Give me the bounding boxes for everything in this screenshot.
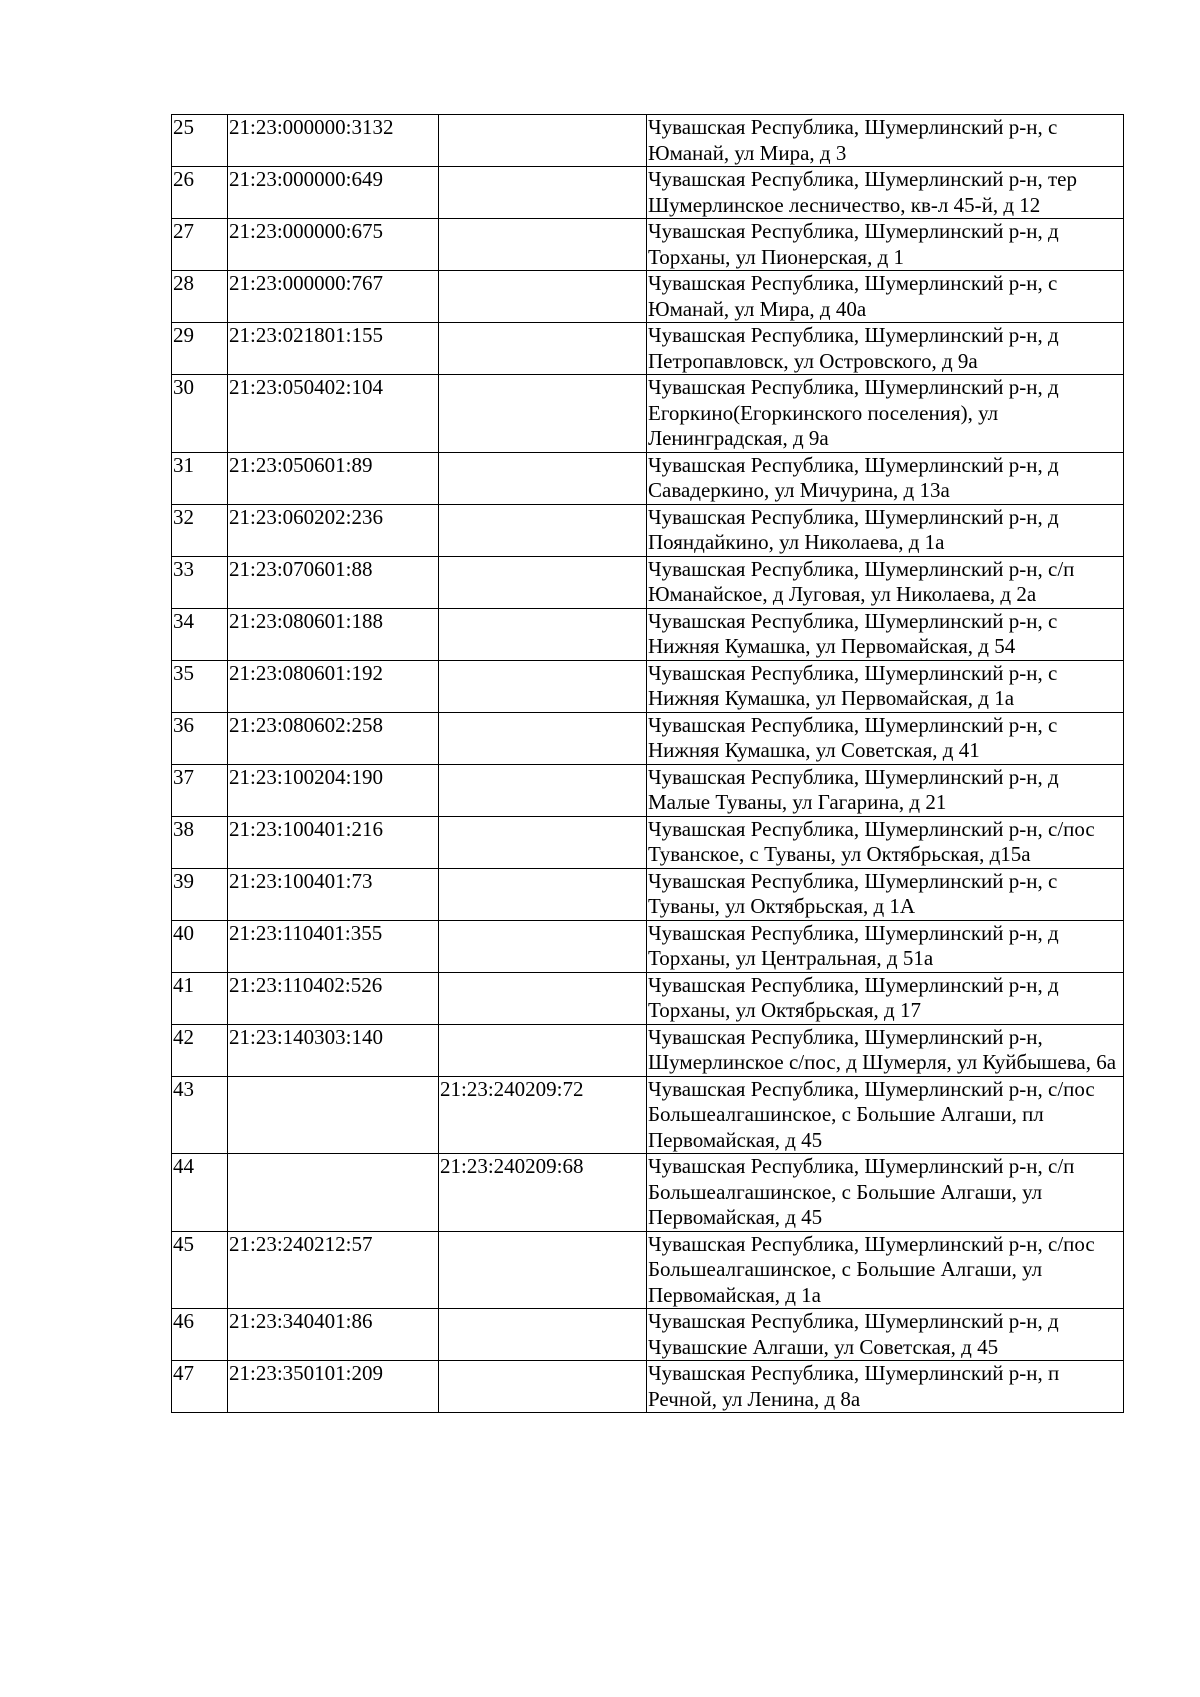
parent-cadastral-number	[439, 608, 647, 660]
cadastral-number: 21:23:080601:192	[228, 660, 439, 712]
table-row	[172, 1076, 1124, 1154]
address: Чувашская Республика, Шумерлинский р-н, с Нижняя Кумашка, ул Советская, д 41	[647, 712, 1124, 764]
cadastral-number	[228, 1076, 439, 1154]
cadastral-number: 21:23:140303:140	[228, 1024, 439, 1076]
address: Чувашская Республика, Шумерлинский р-н, с/пос Большеалгашинское, с Большие Алгаши, ул Первомайская, д 1а	[647, 1231, 1124, 1309]
address: Чувашская Республика, Шумерлинский р-н, с Юманай, ул Мира, д 40а	[647, 271, 1124, 323]
address: Чувашская Республика, Шумерлинский р-н, с/п Большеалгашинское, с Большие Алгаши, ул Первомайская, д 45	[647, 1154, 1124, 1232]
table-row	[172, 115, 1124, 167]
table-row	[172, 1309, 1124, 1361]
cadastral-number: 21:23:350101:209	[228, 1361, 439, 1413]
address: Чувашская Республика, Шумерлинский р-н, д Савадеркино, ул Мичурина, д 13а	[647, 452, 1124, 504]
parent-cadastral-number	[439, 1024, 647, 1076]
address: Чувашская Республика, Шумерлинский р-н, д Чувашские Алгаши, ул Советская, д 45	[647, 1309, 1124, 1361]
row-number: 26	[172, 167, 228, 219]
row-number: 29	[172, 323, 228, 375]
cadastral-number: 21:23:110401:355	[228, 920, 439, 972]
table-row	[172, 868, 1124, 920]
cadastral-number: 21:23:110402:526	[228, 972, 439, 1024]
parent-cadastral-number	[439, 868, 647, 920]
parent-cadastral-number	[439, 712, 647, 764]
table-row	[172, 712, 1124, 764]
row-number: 39	[172, 868, 228, 920]
parent-cadastral-number	[439, 556, 647, 608]
cadastral-number: 21:23:080602:258	[228, 712, 439, 764]
row-number: 35	[172, 660, 228, 712]
table-row	[172, 816, 1124, 868]
row-number: 47	[172, 1361, 228, 1413]
parent-cadastral-number	[439, 504, 647, 556]
parent-cadastral-number	[439, 323, 647, 375]
table-row	[172, 504, 1124, 556]
parent-cadastral-number	[439, 816, 647, 868]
parent-cadastral-number	[439, 764, 647, 816]
row-number: 38	[172, 816, 228, 868]
parent-cadastral-number	[439, 452, 647, 504]
row-number: 44	[172, 1154, 228, 1232]
parent-cadastral-number	[439, 972, 647, 1024]
row-number: 40	[172, 920, 228, 972]
row-number: 31	[172, 452, 228, 504]
row-number: 42	[172, 1024, 228, 1076]
table-row	[172, 556, 1124, 608]
cadastral-number: 21:23:050601:89	[228, 452, 439, 504]
table-row	[172, 452, 1124, 504]
table-row	[172, 1024, 1124, 1076]
cadastral-number: 21:23:060202:236	[228, 504, 439, 556]
cadastral-number: 21:23:100204:190	[228, 764, 439, 816]
address: Чувашская Республика, Шумерлинский р-н, с Туваны, ул Октябрьская, д 1А	[647, 868, 1124, 920]
row-number: 27	[172, 219, 228, 271]
cadastral-number: 21:23:050402:104	[228, 375, 439, 453]
address: Чувашская Республика, Шумерлинский р-н, с Юманай, ул Мира, д 3	[647, 115, 1124, 167]
cadastral-number: 21:23:021801:155	[228, 323, 439, 375]
property-registry-table	[171, 114, 1124, 1413]
table-row	[172, 219, 1124, 271]
cadastral-number: 21:23:340401:86	[228, 1309, 439, 1361]
parent-cadastral-number	[439, 1309, 647, 1361]
cadastral-number: 21:23:000000:675	[228, 219, 439, 271]
table-row	[172, 660, 1124, 712]
cadastral-number: 21:23:070601:88	[228, 556, 439, 608]
table-row	[172, 1154, 1124, 1232]
parent-cadastral-number	[439, 271, 647, 323]
address: Чувашская Республика, Шумерлинский р-н, д Пояндайкино, ул Николаева, д 1а	[647, 504, 1124, 556]
row-number: 32	[172, 504, 228, 556]
row-number: 30	[172, 375, 228, 453]
table-row	[172, 375, 1124, 453]
table-row	[172, 920, 1124, 972]
table-row	[172, 608, 1124, 660]
address: Чувашская Республика, Шумерлинский р-н, с/пос Туванское, с Туваны, ул Октябрьская, д15а	[647, 816, 1124, 868]
table-row	[172, 1231, 1124, 1309]
cadastral-number: 21:23:240212:57	[228, 1231, 439, 1309]
row-number: 33	[172, 556, 228, 608]
row-number: 46	[172, 1309, 228, 1361]
parent-cadastral-number	[439, 920, 647, 972]
cadastral-number: 21:23:000000:767	[228, 271, 439, 323]
cadastral-number	[228, 1154, 439, 1232]
address: Чувашская Республика, Шумерлинский р-н, д Торханы, ул Центральная, д 51а	[647, 920, 1124, 972]
address: Чувашская Республика, Шумерлинский р-н, д Торханы, ул Пионерская, д 1	[647, 219, 1124, 271]
address: Чувашская Республика, Шумерлинский р-н, д Малые Туваны, ул Гагарина, д 21	[647, 764, 1124, 816]
row-number: 37	[172, 764, 228, 816]
cadastral-number: 21:23:100401:216	[228, 816, 439, 868]
parent-cadastral-number	[439, 219, 647, 271]
cadastral-number: 21:23:000000:649	[228, 167, 439, 219]
table-body	[172, 115, 1124, 1413]
address: Чувашская Республика, Шумерлинский р-н, с Нижняя Кумашка, ул Первомайская, д 54	[647, 608, 1124, 660]
cadastral-number: 21:23:080601:188	[228, 608, 439, 660]
table-row	[172, 1361, 1124, 1413]
parent-cadastral-number: 21:23:240209:72	[439, 1076, 647, 1154]
address: Чувашская Республика, Шумерлинский р-н, с/п Юманайское, д Луговая, ул Николаева, д 2а	[647, 556, 1124, 608]
address: Чувашская Республика, Шумерлинский р-н, д Петропавловск, ул Островского, д 9а	[647, 323, 1124, 375]
row-number: 28	[172, 271, 228, 323]
row-number: 43	[172, 1076, 228, 1154]
row-number: 36	[172, 712, 228, 764]
row-number: 41	[172, 972, 228, 1024]
address: Чувашская Республика, Шумерлинский р-н, п Речной, ул Ленина, д 8а	[647, 1361, 1124, 1413]
parent-cadastral-number	[439, 660, 647, 712]
row-number: 34	[172, 608, 228, 660]
cadastral-number: 21:23:000000:3132	[228, 115, 439, 167]
table-row	[172, 764, 1124, 816]
address: Чувашская Республика, Шумерлинский р-н, с Нижняя Кумашка, ул Первомайская, д 1а	[647, 660, 1124, 712]
parent-cadastral-number	[439, 375, 647, 453]
cadastral-number: 21:23:100401:73	[228, 868, 439, 920]
parent-cadastral-number: 21:23:240209:68	[439, 1154, 647, 1232]
row-number: 25	[172, 115, 228, 167]
table-row	[172, 323, 1124, 375]
table-row	[172, 167, 1124, 219]
row-number: 45	[172, 1231, 228, 1309]
parent-cadastral-number	[439, 115, 647, 167]
address: Чувашская Республика, Шумерлинский р-н, д Егоркино(Егоркинского поселения), ул Ленинградская, д 9а	[647, 375, 1124, 453]
address: Чувашская Республика, Шумерлинский р-н, с/пос Большеалгашинское, с Большие Алгаши, пл Первомайская, д 45	[647, 1076, 1124, 1154]
table-row	[172, 972, 1124, 1024]
address: Чувашская Республика, Шумерлинский р-н, тер Шумерлинское лесничество, кв-л 45-й, д 12	[647, 167, 1124, 219]
address: Чувашская Республика, Шумерлинский р-н, д Торханы, ул Октябрьская, д 17	[647, 972, 1124, 1024]
address: Чувашская Республика, Шумерлинский р-н, Шумерлинское с/пос, д Шумерля, ул Куйбышева, 6а	[647, 1024, 1124, 1076]
parent-cadastral-number	[439, 167, 647, 219]
parent-cadastral-number	[439, 1231, 647, 1309]
table-row	[172, 271, 1124, 323]
parent-cadastral-number	[439, 1361, 647, 1413]
